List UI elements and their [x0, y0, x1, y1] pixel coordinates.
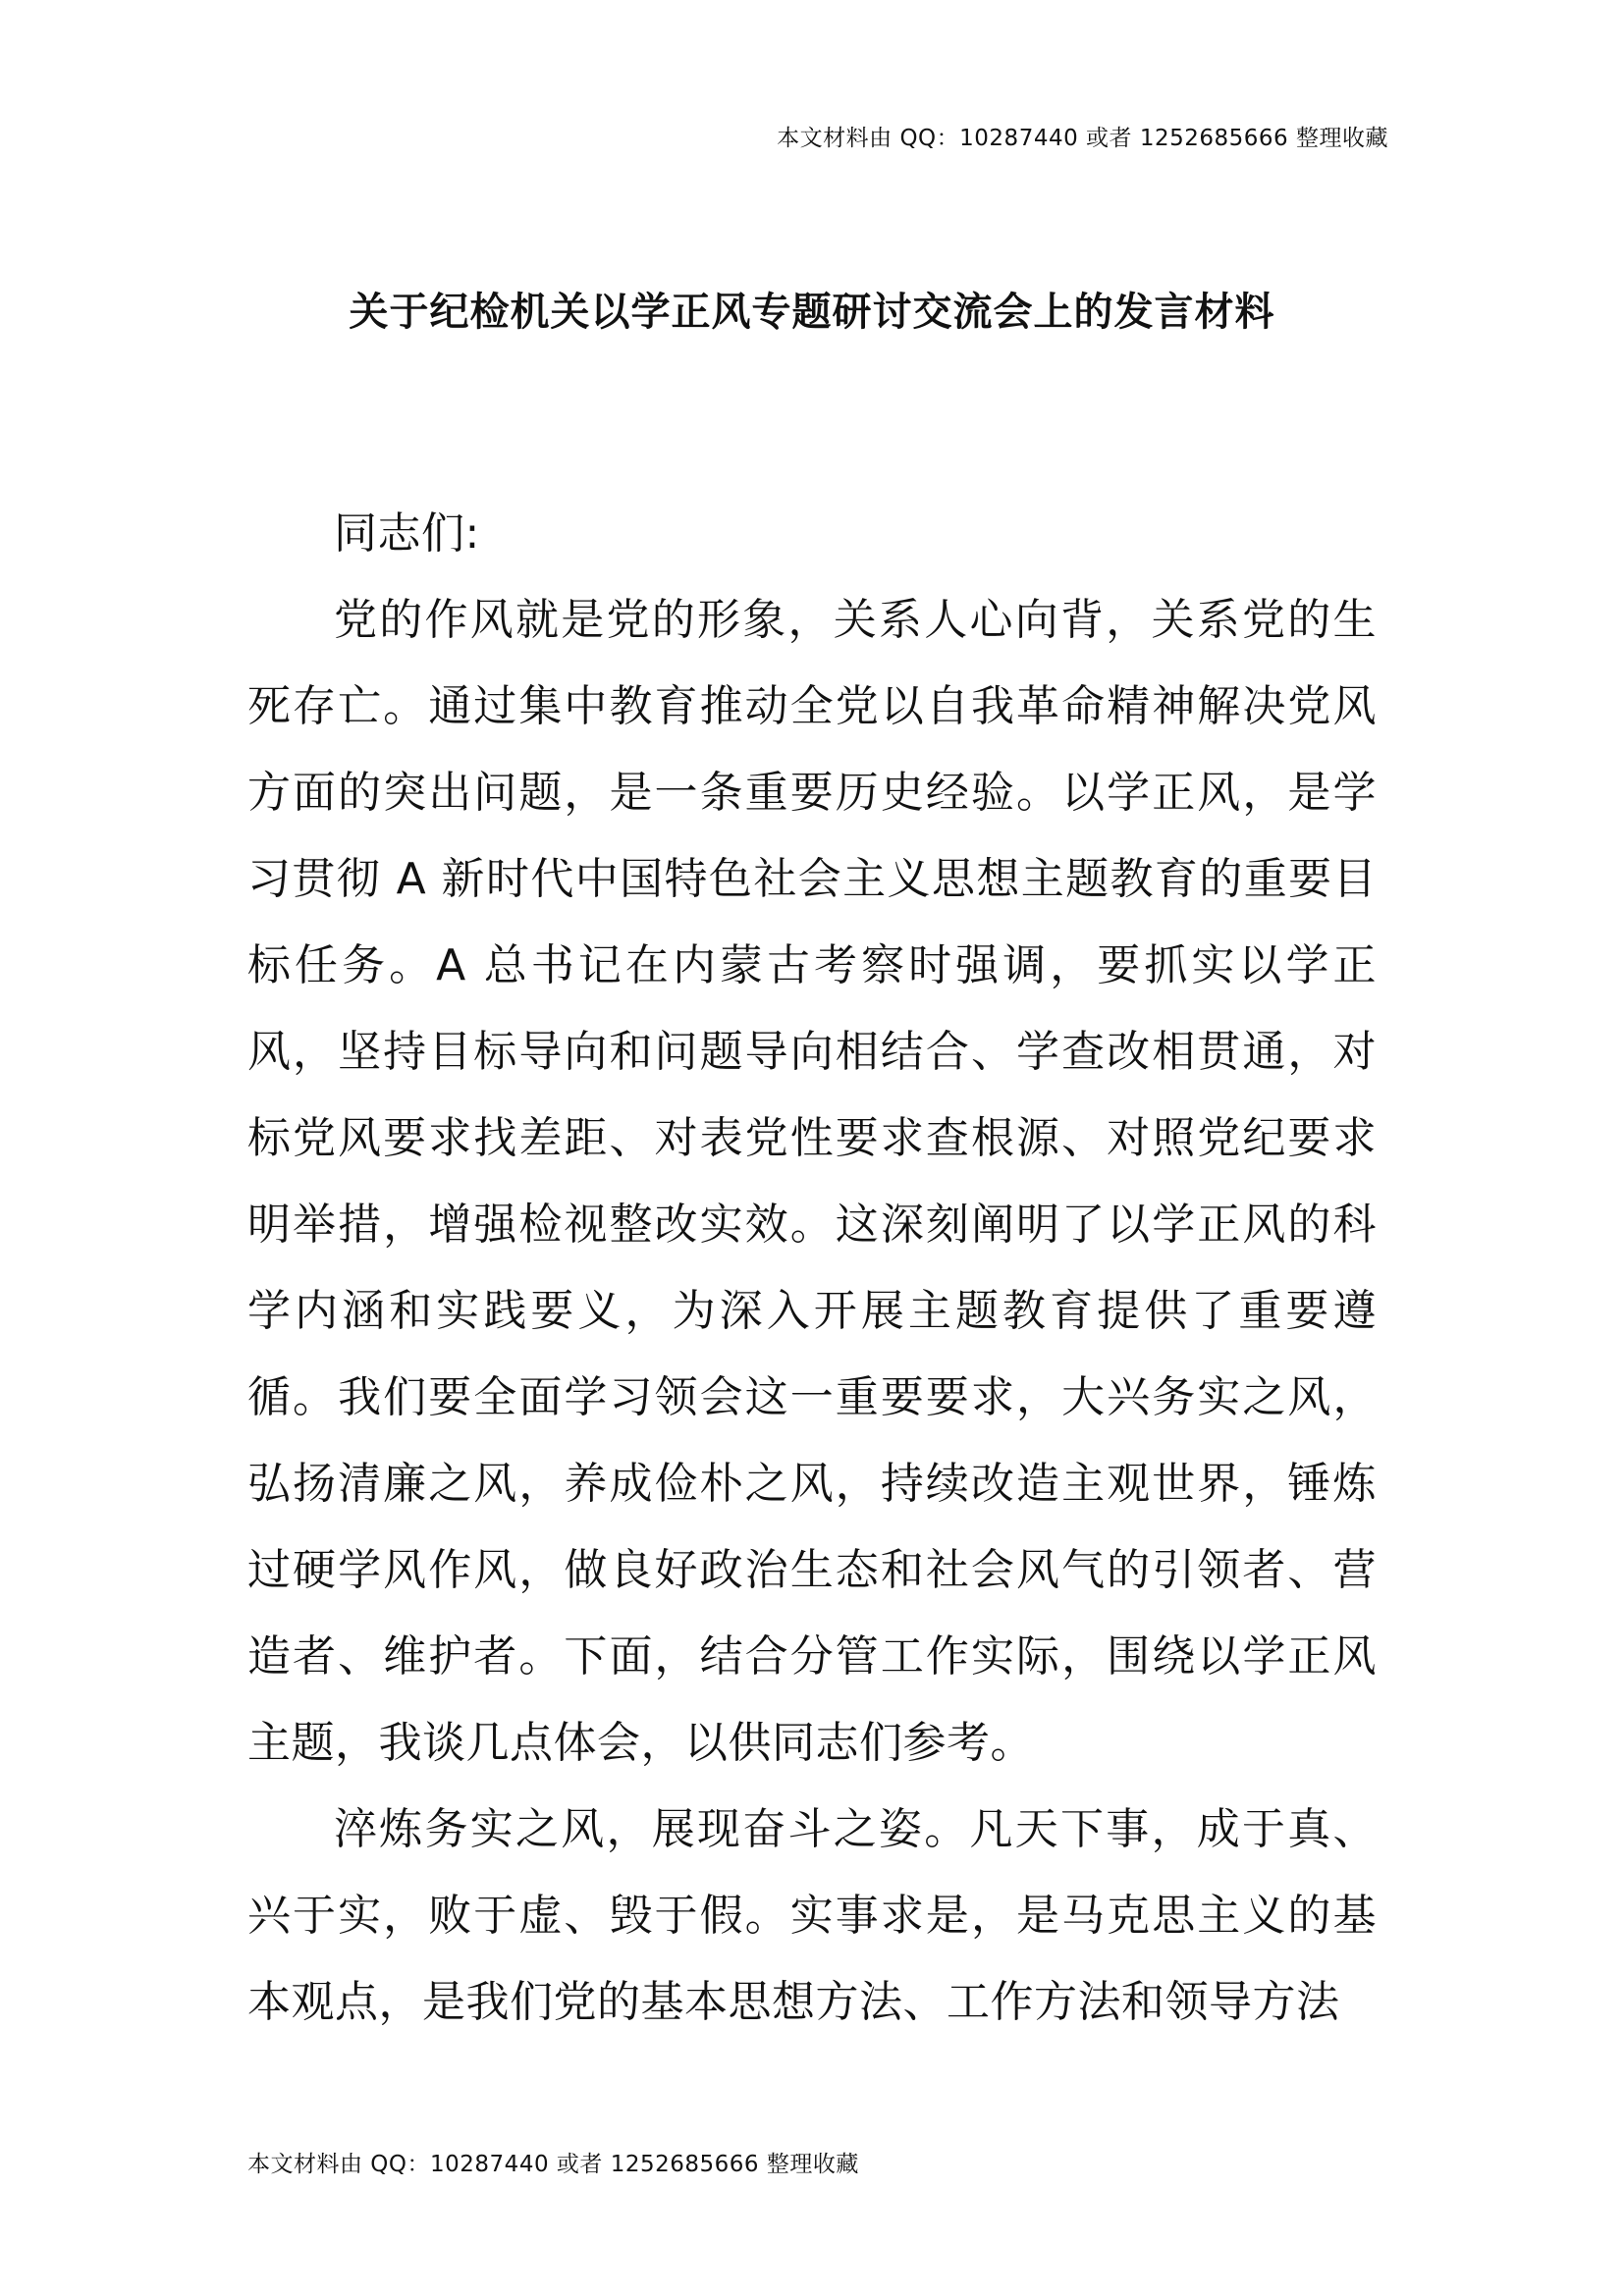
- document-title: 关于纪检机关以学正风专题研讨交流会上的发言材料: [349, 290, 1275, 335]
- paragraph-intro: 党的作风就是党的形象，关系人心向背，关系党的生死存亡。通过集中教育推动全党以自我革命精神解决党风方面的突出问题，是一条重要历史经验。以学正风，是学习贯彻 A 新时代中国特色社会主义思想主题教育的重要目标任务。A 总书记在内蒙古考察时强调，要抓实以学正风，坚持目标导向和问题导向相结合、学查改相贯通，对标党风要求找差距、对表党性要求查根源、对照党纪要求明举措，增强检视整改实效。这深刻阐明了以学正风的科学内涵和实践要义，为深入开展主题教育提供了重要遵循。我们要全面学习领会这一重要要求，大兴务实之风，弘扬清廉之风，养成俭朴之风，持续改造主观世界，锤炼过硬学风作风，做良好政治生态和社会风气的引领者、营造者、维护者。下面，结合分管工作实际，围绕以学正风主题，我谈几点体会，以供同志们参考。: [247, 595, 1377, 1768]
- header-source-note: 本文材料由 QQ：10287440 或者 1252685666 整理收藏: [777, 126, 1388, 151]
- salutation: 同志们:: [334, 508, 480, 559]
- document-body: [247, 491, 1377, 2046]
- paragraph-section-1: 淬炼务实之风，展现奋斗之姿。凡天下事，成于真、兴于实，败于虚、毁于假。实事求是，是马克思主义的基本观点，是我们党的基本思想方法、工作方法和领导方法: [247, 1804, 1377, 2027]
- footer-source-note: 本文材料由 QQ：10287440 或者 1252685666 整理收藏: [247, 2152, 859, 2177]
